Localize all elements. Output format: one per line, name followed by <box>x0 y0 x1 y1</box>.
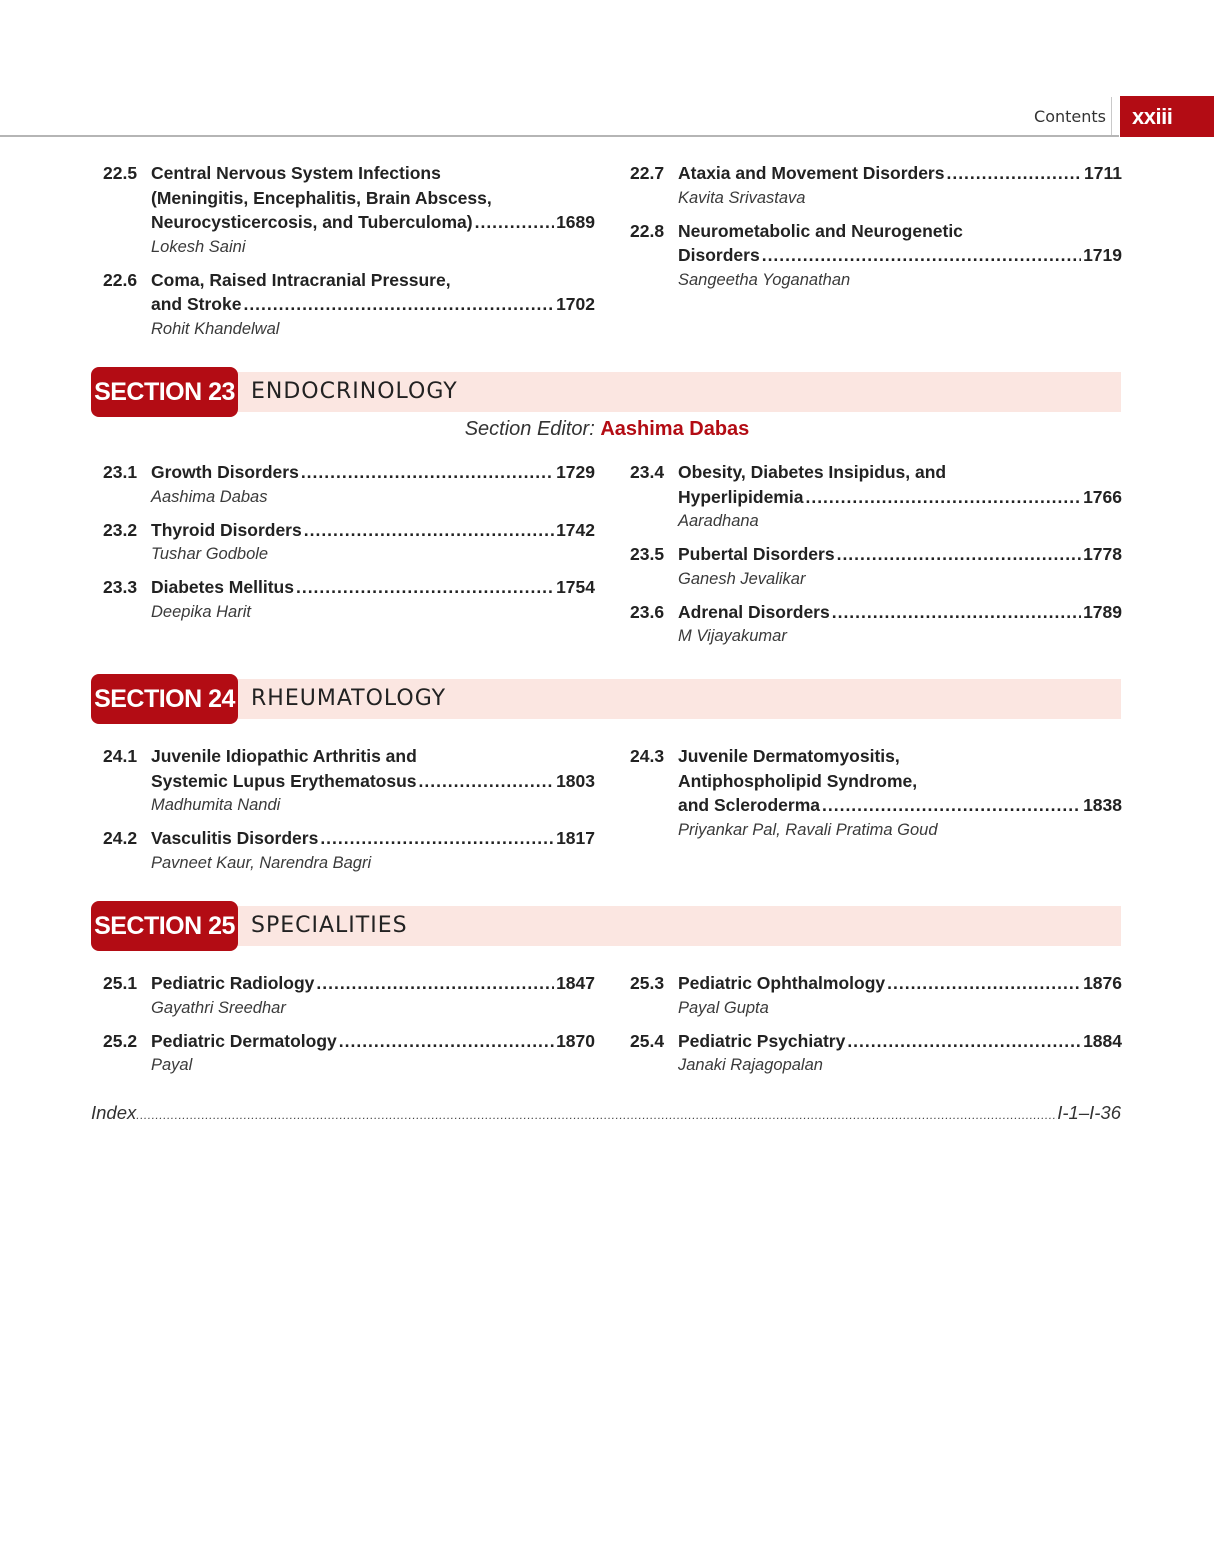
entry-title: Hyperlipidemia <box>678 486 804 507</box>
entry-page-number: 1870 <box>556 1030 595 1051</box>
leader-dots <box>475 210 554 235</box>
entry-author: Lokesh Saini <box>151 237 246 256</box>
entry-title-line: Neurometabolic and Neurogenetic <box>678 220 963 241</box>
leader-dots <box>243 292 554 317</box>
leader-dots <box>301 460 554 485</box>
entry-number: 23.1 <box>103 462 138 482</box>
entry-number: 22.5 <box>103 163 138 183</box>
entry-title-line: Juvenile Dermatomyositis, <box>678 746 900 766</box>
header-rule <box>0 135 1119 137</box>
leader-dots <box>419 769 555 794</box>
entry-number: 22.7 <box>630 163 665 183</box>
entry-author: Pavneet Kaur, Narendra Bagri <box>151 853 372 872</box>
entry-title: Disorders <box>678 245 760 265</box>
entry-author: M Vijayakumar <box>678 627 787 645</box>
entry-title: Pediatric Ophthalmology <box>678 973 886 993</box>
entry-title-line: Obesity, Diabetes Insipidus, and <box>678 462 947 482</box>
toc-entry[interactable] <box>103 518 595 567</box>
toc-entry[interactable] <box>103 268 595 341</box>
entry-author: Kavita Srivastava <box>678 188 806 207</box>
toc-column-right <box>630 971 1122 1077</box>
toc-column-right <box>630 161 1122 292</box>
toc-entry[interactable] <box>630 161 1122 210</box>
toc-entry[interactable] <box>103 971 595 1020</box>
entry-author: Aashima Dabas <box>151 487 268 506</box>
entry-number: 23.4 <box>630 462 665 482</box>
toc-entry[interactable] <box>630 542 1122 591</box>
section-title: RHEUMATOLOGY <box>251 686 447 711</box>
section-tag: SECTION 25 <box>91 901 238 951</box>
section-editor <box>0 418 1214 441</box>
entry-title: Vasculitis Disorders <box>151 828 319 848</box>
entry-title: and Stroke <box>151 294 242 314</box>
entry-page-number: 1689 <box>556 212 595 232</box>
leader-dots <box>762 243 1081 268</box>
toc-entry[interactable] <box>630 460 1122 533</box>
entry-author: Priyankar Pal, Ravali Pratima Goud <box>678 820 938 839</box>
entry-page-number: 1817 <box>556 828 595 848</box>
entry-number: 23.6 <box>630 601 665 622</box>
entry-title: Systemic Lupus Erythematosus <box>151 770 417 791</box>
entry-author: Aaradhana <box>678 512 759 530</box>
entry-number: 25.3 <box>630 973 665 993</box>
section-tag: SECTION 24 <box>91 674 238 724</box>
entry-title: Ataxia and Movement Disorders <box>678 163 945 183</box>
toc-entry[interactable] <box>103 744 595 817</box>
entry-title: Pediatric Psychiatry <box>678 1030 846 1051</box>
leader-dots <box>339 1029 554 1054</box>
entry-page-number: 1742 <box>556 519 595 540</box>
toc-entry[interactable] <box>630 1029 1122 1078</box>
entry-title: Thyroid Disorders <box>151 519 302 540</box>
leader-dots <box>136 1101 1057 1129</box>
entry-number: 22.8 <box>630 220 665 241</box>
entry-page-number: 1702 <box>556 294 595 314</box>
toc-entry[interactable] <box>630 744 1122 842</box>
leader-dots <box>847 1029 1081 1054</box>
section-title: SPECIALITIES <box>251 913 408 938</box>
entry-number: 23.3 <box>103 577 138 597</box>
entry-author: Sangeetha Yoganathan <box>678 270 851 289</box>
entry-title-line: Coma, Raised Intracranial Pressure, <box>151 269 451 290</box>
leader-dots <box>805 485 1081 510</box>
section-header-24 <box>91 674 1121 724</box>
entry-title: Adrenal Disorders <box>678 601 830 622</box>
section-header-23 <box>91 367 1121 417</box>
entry-title: Pubertal Disorders <box>678 544 835 564</box>
entry-title-line: Juvenile Idiopathic Arthritis and <box>151 746 417 766</box>
entry-author: Payal <box>151 1056 193 1074</box>
toc-column-left <box>103 971 595 1077</box>
entry-title: Diabetes Mellitus <box>151 577 294 597</box>
entry-title-line: Antiphospholipid Syndrome, <box>678 770 918 791</box>
entry-number: 23.2 <box>103 519 138 540</box>
entry-number: 24.2 <box>103 828 138 848</box>
entry-title: and Scleroderma <box>678 795 820 815</box>
entry-author: Payal Gupta <box>678 998 769 1017</box>
running-header-label: Contents <box>1034 107 1106 126</box>
entry-author: Madhumita Nandi <box>151 796 281 814</box>
toc-column-left <box>103 744 595 875</box>
entry-author: Tushar Godbole <box>151 545 269 563</box>
entry-page-number: 1754 <box>556 577 595 597</box>
entry-number: 25.4 <box>630 1030 665 1051</box>
toc-entry[interactable] <box>103 161 595 259</box>
leader-dots <box>296 575 554 600</box>
entry-author: Gayathri Sreedhar <box>151 998 286 1017</box>
section-editor-label: Section Editor: <box>464 418 595 440</box>
toc-column-left <box>103 460 595 624</box>
toc-entry[interactable] <box>630 219 1122 292</box>
toc-column-left <box>103 161 595 341</box>
entry-number: 22.6 <box>103 269 138 290</box>
leader-dots <box>316 971 554 996</box>
entry-page-number: 1789 <box>1083 601 1122 622</box>
leader-dots <box>320 826 554 851</box>
toc-entry[interactable] <box>103 1029 595 1078</box>
leader-dots <box>837 542 1081 567</box>
entry-number: 25.2 <box>103 1030 138 1051</box>
entry-author: Deepika Harit <box>151 602 251 621</box>
leader-dots <box>822 793 1081 818</box>
section-tag: SECTION 23 <box>91 367 238 417</box>
section-editor-name: Aashima Dabas <box>600 418 750 440</box>
toc-column-right <box>630 460 1122 648</box>
entry-title: Pediatric Radiology <box>151 973 315 993</box>
entry-title: Neurocysticercosis, and Tuberculoma) <box>151 212 473 232</box>
entry-title: Pediatric Dermatology <box>151 1030 337 1051</box>
leader-dots <box>304 518 554 543</box>
entry-author: Rohit Khandelwal <box>151 319 280 338</box>
entry-title: Growth Disorders <box>151 462 299 482</box>
toc-entry[interactable] <box>630 600 1122 649</box>
entry-page-number: 1719 <box>1083 245 1122 265</box>
entry-number: 24.3 <box>630 746 665 766</box>
toc-entry[interactable] <box>630 971 1122 1020</box>
entry-number: 23.5 <box>630 544 665 564</box>
entry-number: 24.1 <box>103 746 138 766</box>
entry-title-line: (Meningitis, Encephalitis, Brain Abscess, <box>151 187 492 208</box>
entry-author: Ganesh Jevalikar <box>678 569 806 588</box>
entry-author: Janaki Rajagopalan <box>678 1056 823 1074</box>
toc-column-right <box>630 744 1122 842</box>
leader-dots <box>887 971 1081 996</box>
entry-page-number: 1729 <box>556 462 595 482</box>
leader-dots <box>946 161 1082 186</box>
index-pages: I-1–I-36 <box>1057 1102 1121 1123</box>
page-number-badge: xxiii <box>1120 96 1214 137</box>
leader-dots <box>832 600 1081 625</box>
entry-page-number: 1876 <box>1083 973 1122 993</box>
toc-entry[interactable] <box>103 826 595 875</box>
entry-page-number: 1884 <box>1083 1030 1122 1051</box>
entry-page-number: 1838 <box>1083 795 1122 815</box>
index-entry[interactable] <box>91 1101 1121 1129</box>
entry-page-number: 1803 <box>556 770 595 791</box>
entry-page-number: 1778 <box>1083 544 1122 564</box>
entry-page-number: 1847 <box>556 973 595 993</box>
section-header-25 <box>91 901 1121 951</box>
index-label: Index <box>91 1102 137 1123</box>
section-title: ENDOCRINOLOGY <box>251 379 458 404</box>
entry-page-number: 1766 <box>1083 486 1122 507</box>
entry-title-line: Central Nervous System Infections <box>151 163 441 183</box>
entry-number: 25.1 <box>103 973 138 993</box>
entry-page-number: 1711 <box>1084 163 1122 183</box>
toc-entry[interactable] <box>103 460 595 509</box>
header-divider <box>1111 97 1112 135</box>
toc-entry[interactable] <box>103 575 595 624</box>
